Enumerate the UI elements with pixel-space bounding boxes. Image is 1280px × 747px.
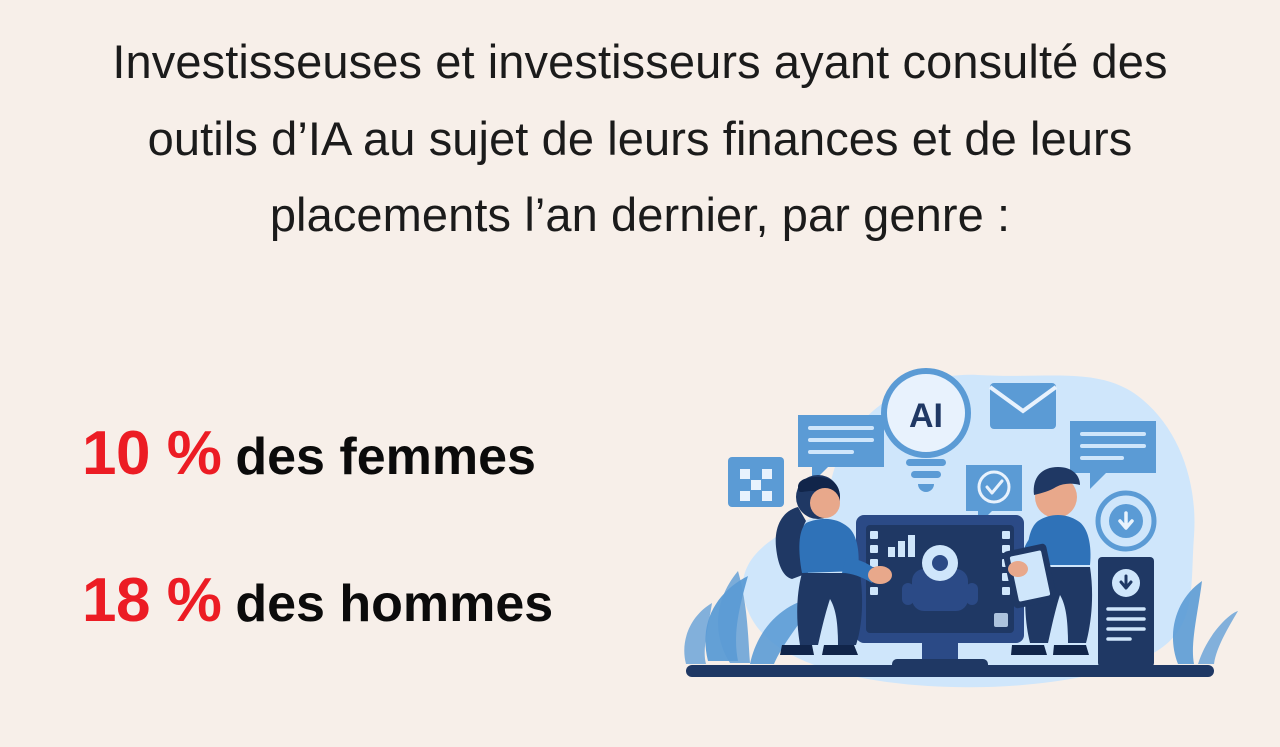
ground-line <box>686 665 1214 677</box>
download-circle-icon <box>1098 493 1154 549</box>
stat-value-men: 18 % <box>82 566 222 635</box>
stat-row-men <box>82 565 702 636</box>
stats-list <box>82 418 702 636</box>
stat-value-women: 10 % <box>82 419 222 488</box>
server-tower-icon <box>1098 557 1154 667</box>
ai-illustration <box>678 361 1238 701</box>
headline-line-1: Investisseuses et investisseurs ayant consulté des <box>112 35 1168 88</box>
mail-icon <box>990 383 1056 429</box>
headline-line-2: outils d’IA au sujet de leurs finances et de leurs <box>147 111 1133 165</box>
ai-illustration-svg <box>678 361 1238 701</box>
photo-tile-icon <box>728 457 784 507</box>
stat-label-women: des femmes <box>235 428 536 486</box>
stat-row-women <box>82 418 702 489</box>
ai-label: AI <box>909 397 943 435</box>
stat-label-men: des hommes <box>235 575 554 633</box>
page-title <box>60 24 1220 254</box>
headline-line-3: placements l’an dernier, par genre : <box>269 188 1011 242</box>
